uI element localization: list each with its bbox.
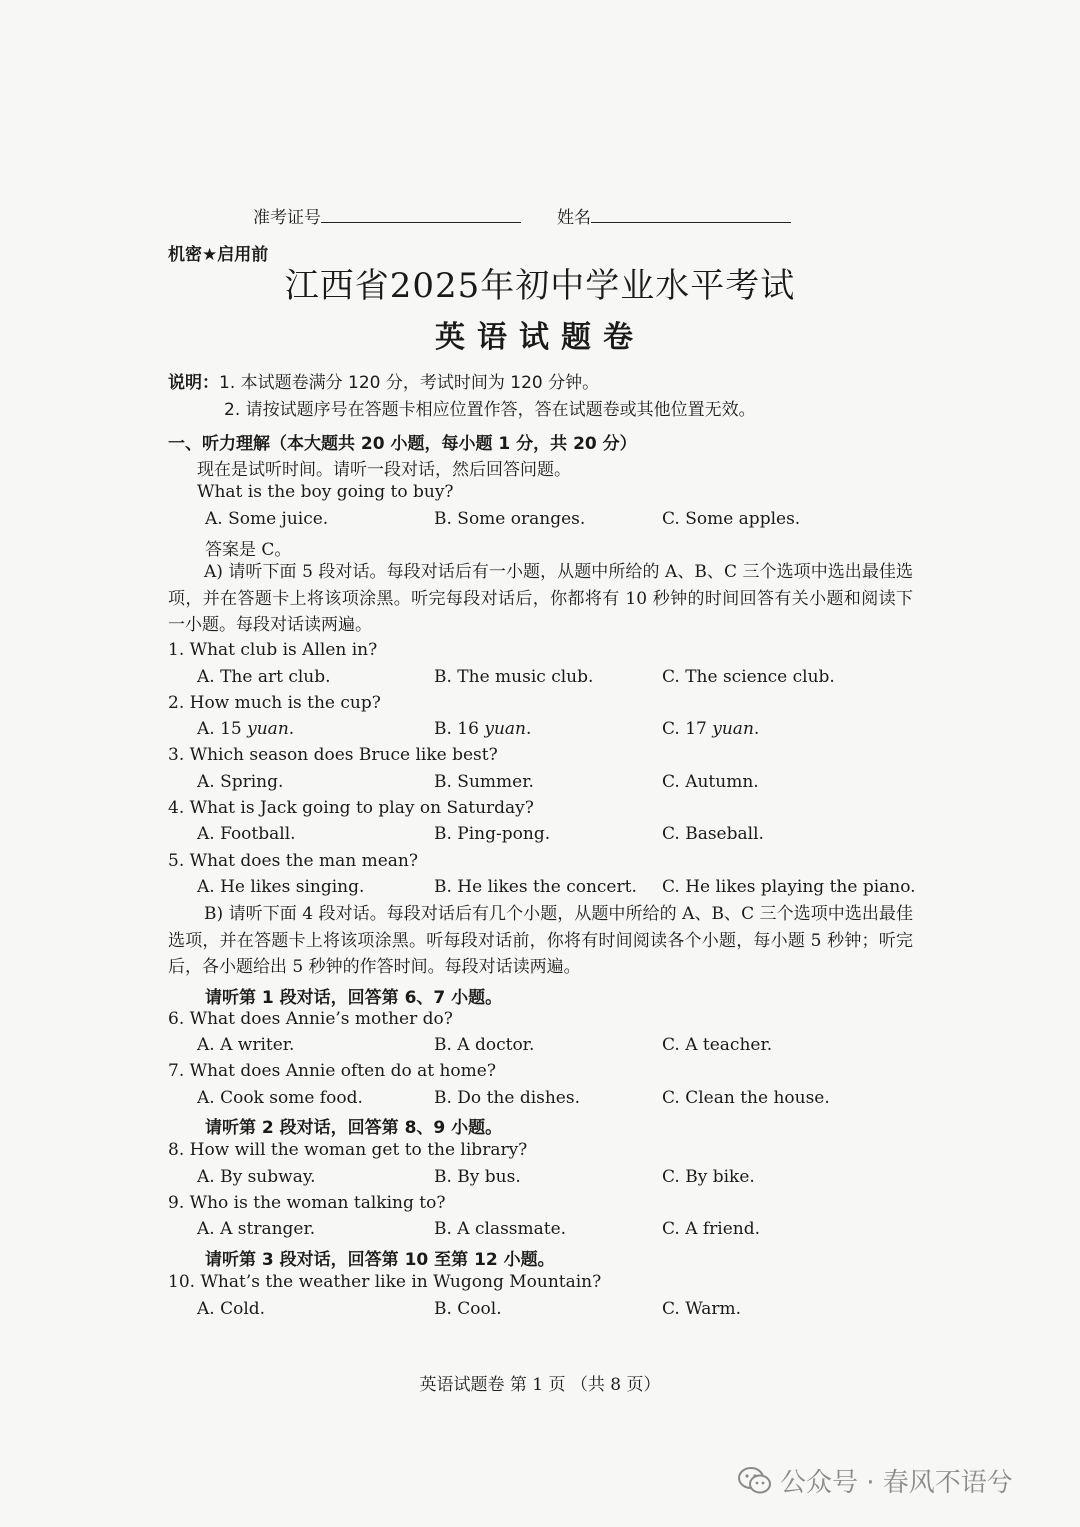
q9-option-b: B. A classmate. [434, 1219, 567, 1239]
question-1: 1. What club is Allen in? [168, 640, 378, 660]
question-10: 10. What’s the weather like in Wugong Mountain? [168, 1272, 602, 1292]
q3-option-b: B. Summer. [434, 772, 534, 792]
q6-option-a: A. A writer. [197, 1035, 295, 1055]
q8-option-c: C. By bike. [662, 1167, 755, 1187]
notes-text-1: 1. 本试题卷满分 120 分，考试时间为 120 分钟。 [219, 373, 600, 393]
name-field [557, 203, 791, 228]
exam-id-label: 准考证号 [253, 208, 321, 228]
q6-option-b: B. A doctor. [434, 1035, 535, 1055]
section-heading: 一、听力理解（本大题共 20 小题，每小题 1 分，共 20 分） [168, 434, 637, 454]
q3-option-c: C. Autumn. [662, 772, 759, 792]
q6-option-c: C. A teacher. [662, 1035, 773, 1055]
q5-option-c: C. He likes playing the piano. [662, 877, 916, 897]
q2-option-a: A. 15 yuan. [197, 719, 295, 739]
q4-option-b: B. Ping-pong. [434, 824, 551, 844]
question-8: 8. How will the woman get to the library? [168, 1140, 528, 1160]
q4-option-c: C. Baseball. [662, 824, 764, 844]
notes-line-2: 2. 请按试题序号在答题卡相应位置作答，答在试题卷或其他位置无效。 [224, 400, 756, 420]
trial-question: What is the boy going to buy? [197, 482, 454, 502]
notes-line-1 [168, 368, 599, 393]
question-7: 7. What does Annie often do at home? [168, 1061, 496, 1081]
part-b-instructions: B) 请听下面 4 段对话。每段对话后有几个小题，从题中所给的 A、B、C 三个选项中选出最佳选项，并在答题卡上将该项涂黑。听每段对话前，你将有时间阅读各个小题，每小题 5 秒钟；听完后，各小题给出 5 秒钟的作答时间。每段对话读两遍。 [168, 904, 913, 977]
question-9: 9. Who is the woman talking to? [168, 1193, 446, 1213]
q1-option-c: C. The science club. [662, 667, 835, 687]
watermark-text: 公众号 · 春风不语兮 [780, 1468, 1013, 1498]
dialog-1-label: 请听第 1 段对话，回答第 6、7 小题。 [205, 988, 503, 1008]
page-footer: 英语试题卷 第 1 页 （共 8 页） [419, 1375, 661, 1395]
dialog-3-label: 请听第 3 段对话，回答第 10 至第 12 小题。 [205, 1250, 555, 1270]
part-a-instructions: A) 请听下面 5 段对话。每段对话后有一小题，从题中所给的 A、B、C 三个选项中选出最佳选项，并在答题卡上将该项涂黑。听完每段对话后，你都将有 10 秒钟的时间回答有关小题和阅读下一小题。每段对话读两遍。 [168, 562, 913, 635]
dialog-2-label: 请听第 2 段对话，回答第 8、9 小题。 [205, 1118, 503, 1138]
trial-answer: 答案是 C。 [205, 540, 292, 560]
q3-option-a: A. Spring. [197, 772, 284, 792]
question-3: 3. Which season does Bruce like best? [168, 745, 498, 765]
name-label: 姓名 [557, 208, 591, 228]
wechat-icon [738, 1466, 772, 1496]
q9-option-c: C. A friend. [662, 1219, 761, 1239]
q5-option-b: B. He likes the concert. [434, 877, 637, 897]
q8-option-a: A. By subway. [197, 1167, 316, 1187]
q7-option-a: A. Cook some food. [197, 1088, 363, 1108]
q8-option-b: B. By bus. [434, 1167, 521, 1187]
trial-option-c: C. Some apples. [662, 509, 801, 529]
q9-option-a: A. A stranger. [197, 1219, 316, 1239]
exam-title: 江西省2025年初中学业水平考试 [284, 266, 796, 306]
question-4: 4. What is Jack going to play on Saturday? [168, 798, 534, 818]
q7-option-c: C. Clean the house. [662, 1088, 830, 1108]
exam-subtitle: 英语试题卷 [435, 320, 645, 355]
q4-option-a: A. Football. [197, 824, 296, 844]
q1-option-a: A. The art club. [197, 667, 331, 687]
name-blank [591, 222, 791, 223]
secret-label: 机密★启用前 [168, 245, 269, 265]
exam-id-blank [321, 222, 521, 223]
watermark [738, 1462, 1013, 1499]
question-5: 5. What does the man mean? [168, 851, 418, 871]
q10-option-a: A. Cold. [197, 1299, 266, 1319]
q2-option-c: C. 17 yuan. [662, 719, 760, 739]
q10-option-c: C. Warm. [662, 1299, 741, 1319]
trial-option-a: A. Some juice. [205, 509, 329, 529]
q2-option-b: B. 16 yuan. [434, 719, 532, 739]
trial-intro: 现在是试听时间。请听一段对话，然后回答问题。 [197, 460, 571, 480]
q5-option-a: A. He likes singing. [197, 877, 365, 897]
question-2: 2. How much is the cup? [168, 693, 381, 713]
question-6: 6. What does Annie’s mother do? [168, 1009, 453, 1029]
q1-option-b: B. The music club. [434, 667, 594, 687]
q10-option-b: B. Cool. [434, 1299, 502, 1319]
q7-option-b: B. Do the dishes. [434, 1088, 580, 1108]
trial-option-b: B. Some oranges. [434, 509, 586, 529]
exam-id-field [253, 203, 521, 228]
notes-label: 说明： [168, 373, 219, 393]
